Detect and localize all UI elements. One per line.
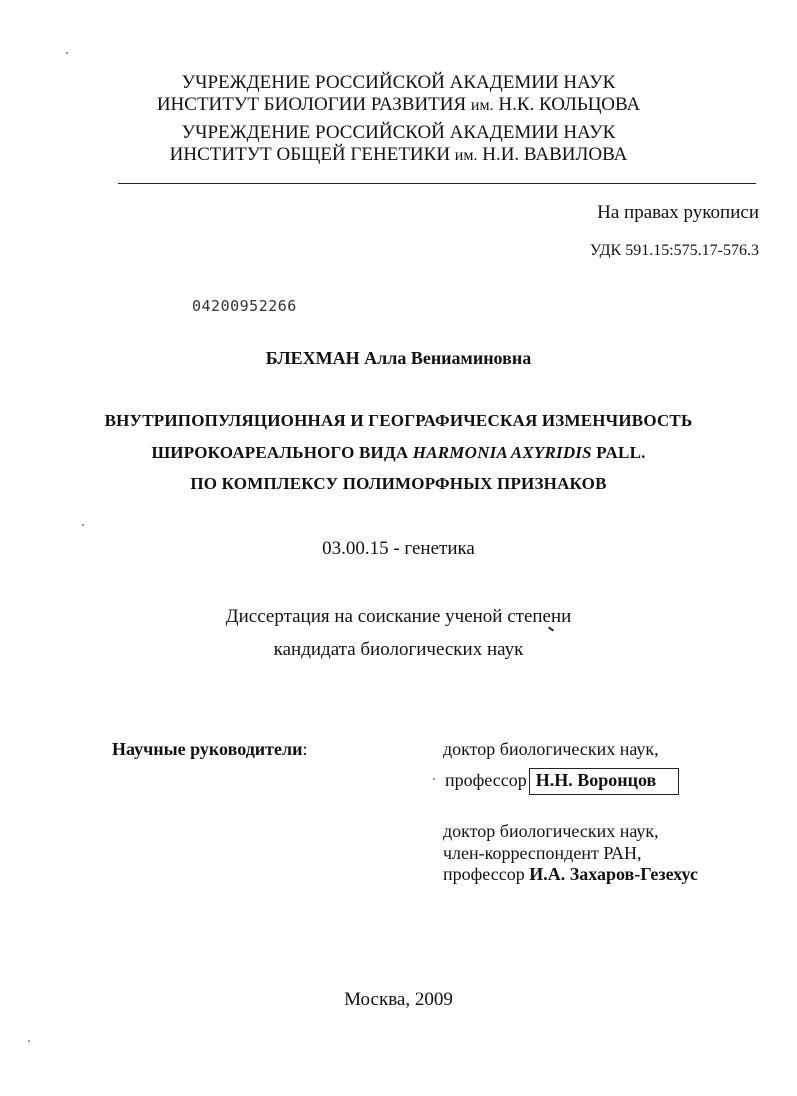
institution-2-line-2 <box>0 144 797 167</box>
scan-speck <box>82 524 84 526</box>
institution-2-line-1: УЧРЕЖДЕНИЕ РОССИЙСКОЙ АКАДЕМИИ НАУК <box>181 122 616 143</box>
institution-1-line-2 <box>0 94 797 117</box>
supervisor-2-title-line <box>443 864 698 885</box>
institution-1-line-1: УЧРЕЖДЕНИЕ РОССИЙСКОЙ АКАДЕМИИ НАУК <box>181 72 616 93</box>
thesis-title-line-1: ВНУТРИПОПУЛЯЦИОННАЯ И ГЕОГРАФИЧЕСКАЯ ИЗМЕНЧИВОСТЬ <box>104 411 693 430</box>
supervisor-2-name: И.А. Захаров-Гезехус <box>529 864 698 884</box>
institution-1-eponym: Н.К. КОЛЬЦОВА <box>493 94 641 115</box>
thesis-title-species-prefix: ШИРОКОАРЕАЛЬНОГО ВИДА <box>151 443 413 462</box>
thesis-title-species-author: PALL. <box>591 443 646 462</box>
supervisor-2-position: член-корреспондент РАН, <box>443 843 642 863</box>
scan-speck <box>28 1040 30 1042</box>
udc-code: УДК 591.15:575.17-576.3 <box>589 242 759 259</box>
dissertation-line-2: кандидата биологических наук <box>273 639 524 660</box>
institution-2-name: ИНСТИТУТ ОБЩЕЙ ГЕНЕТИКИ <box>169 144 455 165</box>
city-year: Москва, 2009 <box>344 989 453 1010</box>
supervisor-2-title: профессор <box>443 864 525 884</box>
supervisors-label: Научные руководители: <box>112 739 308 759</box>
supervisor-1-title: профессор <box>445 770 527 790</box>
thesis-title-species: HARMONIA AXYRIDIS <box>412 443 592 462</box>
thesis-title-line-3: ПО КОМПЛЕКСУ ПОЛИМОРФНЫХ ПРИЗНАКОВ <box>190 474 607 493</box>
supervisor-1-name-box: Н.Н. Воронцов <box>529 768 679 795</box>
institution-1-abbrev: им. <box>470 97 494 114</box>
supervisor-1-degree: доктор биологических наук, <box>443 739 659 759</box>
scan-speck <box>66 52 68 54</box>
author-name: БЛЕХМАН Алла Вениаминовна <box>265 348 532 368</box>
specialty-code: 03.00.15 - генетика <box>322 538 475 559</box>
scan-speck <box>433 778 435 780</box>
institution-1-name: ИНСТИТУТ БИОЛОГИИ РАЗВИТИЯ <box>156 94 471 115</box>
supervisor-2-degree: доктор биологических наук, <box>443 821 659 841</box>
library-serial-number: 04200952266 <box>192 297 297 315</box>
manuscript-note: На правах рукописи <box>597 202 759 223</box>
dissertation-line-1: Диссертация на соискание ученой степени <box>225 606 572 627</box>
supervisor-1-title-line <box>445 768 679 795</box>
institution-2-eponym: Н.И. ВАВИЛОВА <box>477 144 628 165</box>
thesis-title-line-2 <box>0 443 797 463</box>
institution-2-abbrev: им. <box>454 147 478 164</box>
header-divider <box>118 183 756 184</box>
